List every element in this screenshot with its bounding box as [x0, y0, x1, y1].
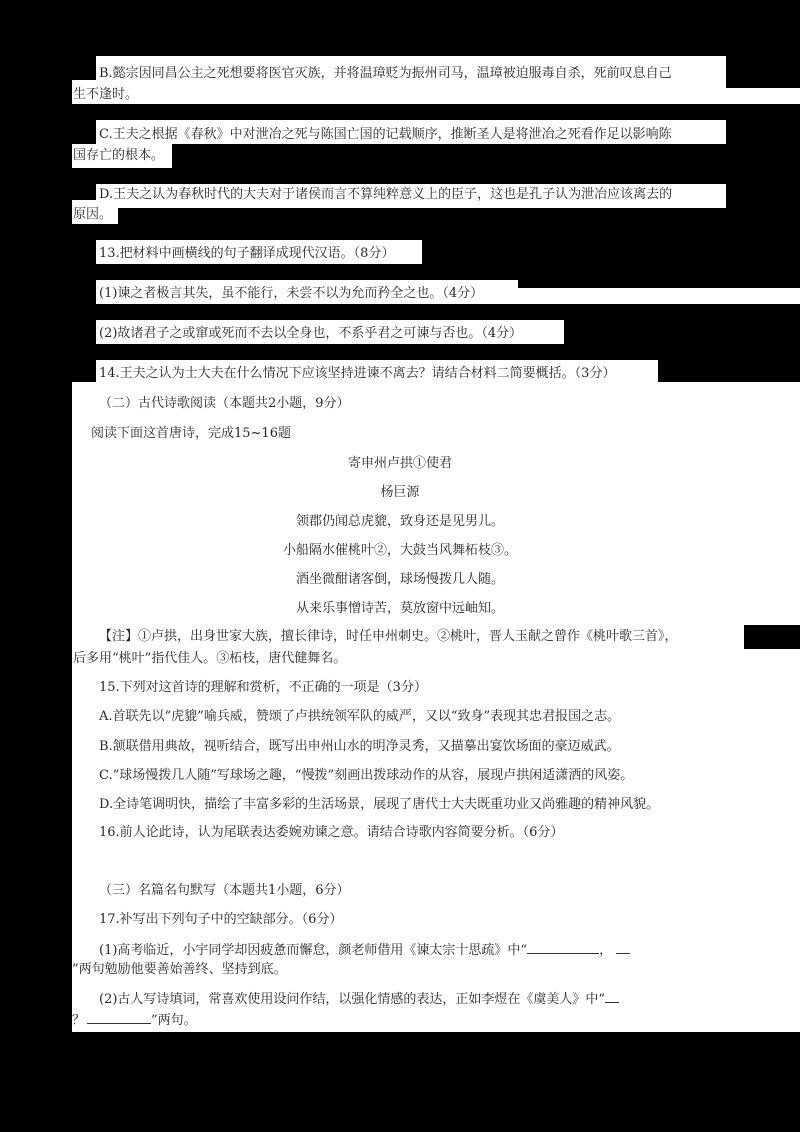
q15-option-d: D.全诗笔调明快，描绘了丰富多彩的生活场景，展现了唐代士大夫既重功业又尚雅趣的精神风貌。: [99, 797, 660, 812]
poem-line-2: 小船隔水催桃叶②，大鼓当风舞柘枝③。: [282, 543, 517, 558]
q17-sub2-blank-2[interactable]: [87, 1012, 151, 1024]
page-right-notch: [744, 625, 800, 649]
q17-sub2-text: (2)古人写诗填词，常喜欢使用设问作结，以强化情感的表达，正如李煜在《虞美人》中“: [99, 992, 606, 1007]
poem-line-4: 从来乐事憎诗苦，莫放窗中远岫知。: [295, 601, 504, 616]
option-b-line1: B.懿宗因同昌公主之死想要将医官灭族，并将温璋贬为振州司马，温璋被迫服毒自杀，死前叹息自己: [99, 66, 672, 81]
q17-sub1-sep: ，: [599, 943, 613, 958]
option-d-line2: 原因。: [73, 207, 113, 222]
option-b-line2: 生不逢时。: [73, 87, 139, 102]
band-b-line2: [72, 88, 800, 104]
q16-prompt: 16.前人论此诗，认为尾联表达委婉劝谏之意。请结合诗歌内容简要分析。（6分）: [99, 825, 564, 840]
section2-instruction: 阅读下面这首唐诗，完成15~16题: [91, 426, 291, 441]
q15-prompt: 15.下列对这首诗的理解和赏析，不正确的一项是（3分）: [99, 680, 427, 695]
poem-title: 寄申州卢拱①使君: [347, 456, 452, 471]
option-d-line1: D.王夫之认为春秋时代的大夫对于诸侯而言不算纯粹意义上的臣子，这也是孔子认为泄冶应该离去的: [99, 187, 673, 202]
q13-sub1: (1)谏之者极言其失，虽不能行，未尝不以为允而矜全之也。（4分）: [99, 286, 484, 301]
q14-prompt: 14.王夫之认为士大夫在什么情况下应该坚持进谏不离去？请结合材料二简要概括。（3分）: [99, 366, 616, 381]
q13-sub2: (2)故诸君子之或窜或死而不去以全身也，不系乎君之可谏与否也。（4分）: [99, 326, 523, 341]
q17-sub2-qmark: ？: [72, 1013, 86, 1028]
q15-option-a: A.首联先以“虎貔”喻兵威，赞颂了卢拱统领军队的威严，又以“致身”表现其忠君报国之志。: [99, 709, 621, 724]
band-q13-1-ext: [518, 288, 800, 304]
poem-author: 杨巨源: [380, 485, 420, 500]
q15-option-b: B.颔联借用典故，视听结合，既写出申州山水的明净灵秀，又描摹出宴饮场面的豪迈威武。: [99, 739, 620, 754]
poem-note-line1: 【注】①卢拱，出身世家大族，擅长律诗，时任申州刺史。②桃叶，晋人玉献之曾作《桃叶歌三首》，: [99, 629, 678, 644]
q17-sub1-line1: [99, 942, 630, 959]
page-body: [72, 382, 800, 1032]
option-c-line1: C.王夫之根据《春秋》中对泄冶之死与陈国亡国的记载顺序，推断圣人是将泄冶之死看作足以影响陈: [99, 127, 672, 142]
q17-prompt: 17.补写出下列句子中的空缺部分。（6分）: [99, 912, 343, 927]
q17-sub1-line2: ”两句勉励他要善始善终、坚持到底。: [72, 962, 287, 977]
q17-sub2-end: ”两句。: [151, 1013, 197, 1028]
q17-sub2-line1: [99, 991, 619, 1008]
q17-sub1-blank-2[interactable]: [616, 942, 630, 954]
q17-sub2-line2: [72, 1012, 197, 1029]
poem-note-line2: 后多用“桃叶”指代佳人。③柘枝，唐代健舞名。: [73, 651, 347, 666]
section2-heading: （二）古代诗歌阅读（本题共2小题，9分）: [99, 396, 350, 411]
q13-prompt: 13.把材料中画横线的句子翻译成现代汉语。（8分）: [99, 246, 395, 261]
option-c-line2: 国存亡的根本。: [73, 148, 165, 163]
poem-line-1: 领郡仍闻总虎貔，致身还是见男儿。: [295, 514, 504, 529]
q17-sub1-text: (1)高考临近，小宇同学却因疲惫而懈怠，颜老师借用《谏太宗十思疏》中“: [99, 943, 528, 958]
q17-sub1-blank-1[interactable]: [527, 942, 599, 954]
poem-line-3: 酒坐微酣诸客倒，球场慢拨几人随。: [295, 572, 504, 587]
q15-option-c: C.“球场慢拨几人随”写球场之趣，“慢拨”刻画出拨球动作的从容，展现卢拱闲适潇洒的风姿。: [99, 768, 634, 783]
section3-heading: （三）名篇名句默写（本题共1小题，6分）: [99, 883, 350, 898]
q17-sub2-blank-1[interactable]: [605, 991, 619, 1003]
